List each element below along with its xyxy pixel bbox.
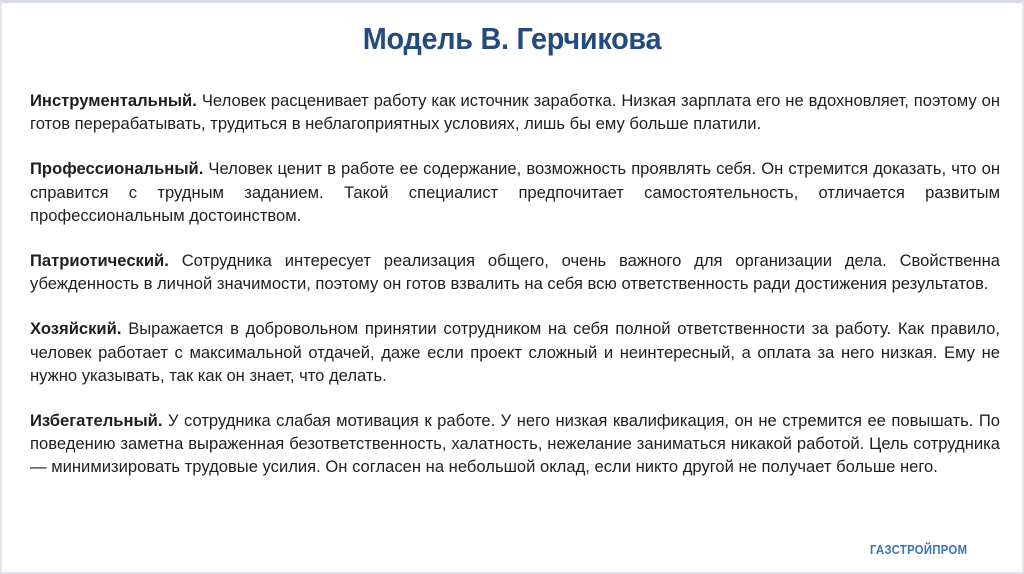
paragraph-text: Выражается в добровольном принятии сотрудником на себя полной ответственности за работу. Как правило, человек работает с максимальной отдачей, даже если проект сложный и неинтересный, а оплата за него низкая. Ему не нужно указывать, так как он знает, что делать. (30, 319, 1000, 385)
paragraph-text: Человек ценит в работе ее содержание, возможность проявлять себя. Он стремится доказать, что он справится с трудным заданием. Такой специалист предпочитает самостоятельность, отличается развитым профессиональным достоинством. (30, 159, 1000, 225)
paragraph-text: Сотрудника интересует реализация общего, очень важного для организации дела. Свойственна убежденность в личной значимости, поэтому он готов взвалить на себя всю ответственность ради достижения результатов. (30, 251, 1000, 294)
paragraph-avoidant (30, 409, 1000, 479)
paragraph-text: Человек расценивает работу как источник заработка. Низкая зарплата его не вдохновляет, поэтому он готов перерабатывать, трудиться в неблагоприятных условиях, лишь бы ему больше платили. (30, 91, 1000, 134)
paragraph-professional (30, 157, 1000, 227)
paragraph-patriotic (30, 249, 1000, 295)
paragraph-owner (30, 317, 1000, 387)
company-logo: ГАЗСТРОЙПРОМ (870, 543, 968, 557)
paragraph-text: У сотрудника слабая мотивация к работе. У него низкая квалификация, он не стремится ее повышать. По поведению заметна выраженная безответственность, халатность, нежелание заниматься никакой работой. Цель сотрудника — минимизировать трудовые усилия. Он согласен на небольшой оклад, если никто другой не получает больше него. (30, 411, 1000, 477)
term-label: Хозяйский. (30, 319, 122, 339)
content-body (30, 89, 1000, 501)
term-label: Инструментальный. (30, 91, 197, 110)
slide-title: Модель В. Герчикова (362, 21, 662, 56)
paragraph-instrumental (30, 89, 1000, 135)
term-label: Профессиональный. (30, 159, 204, 179)
term-label: Патриотический. (30, 251, 169, 271)
term-label: Избегательный. (30, 411, 163, 431)
